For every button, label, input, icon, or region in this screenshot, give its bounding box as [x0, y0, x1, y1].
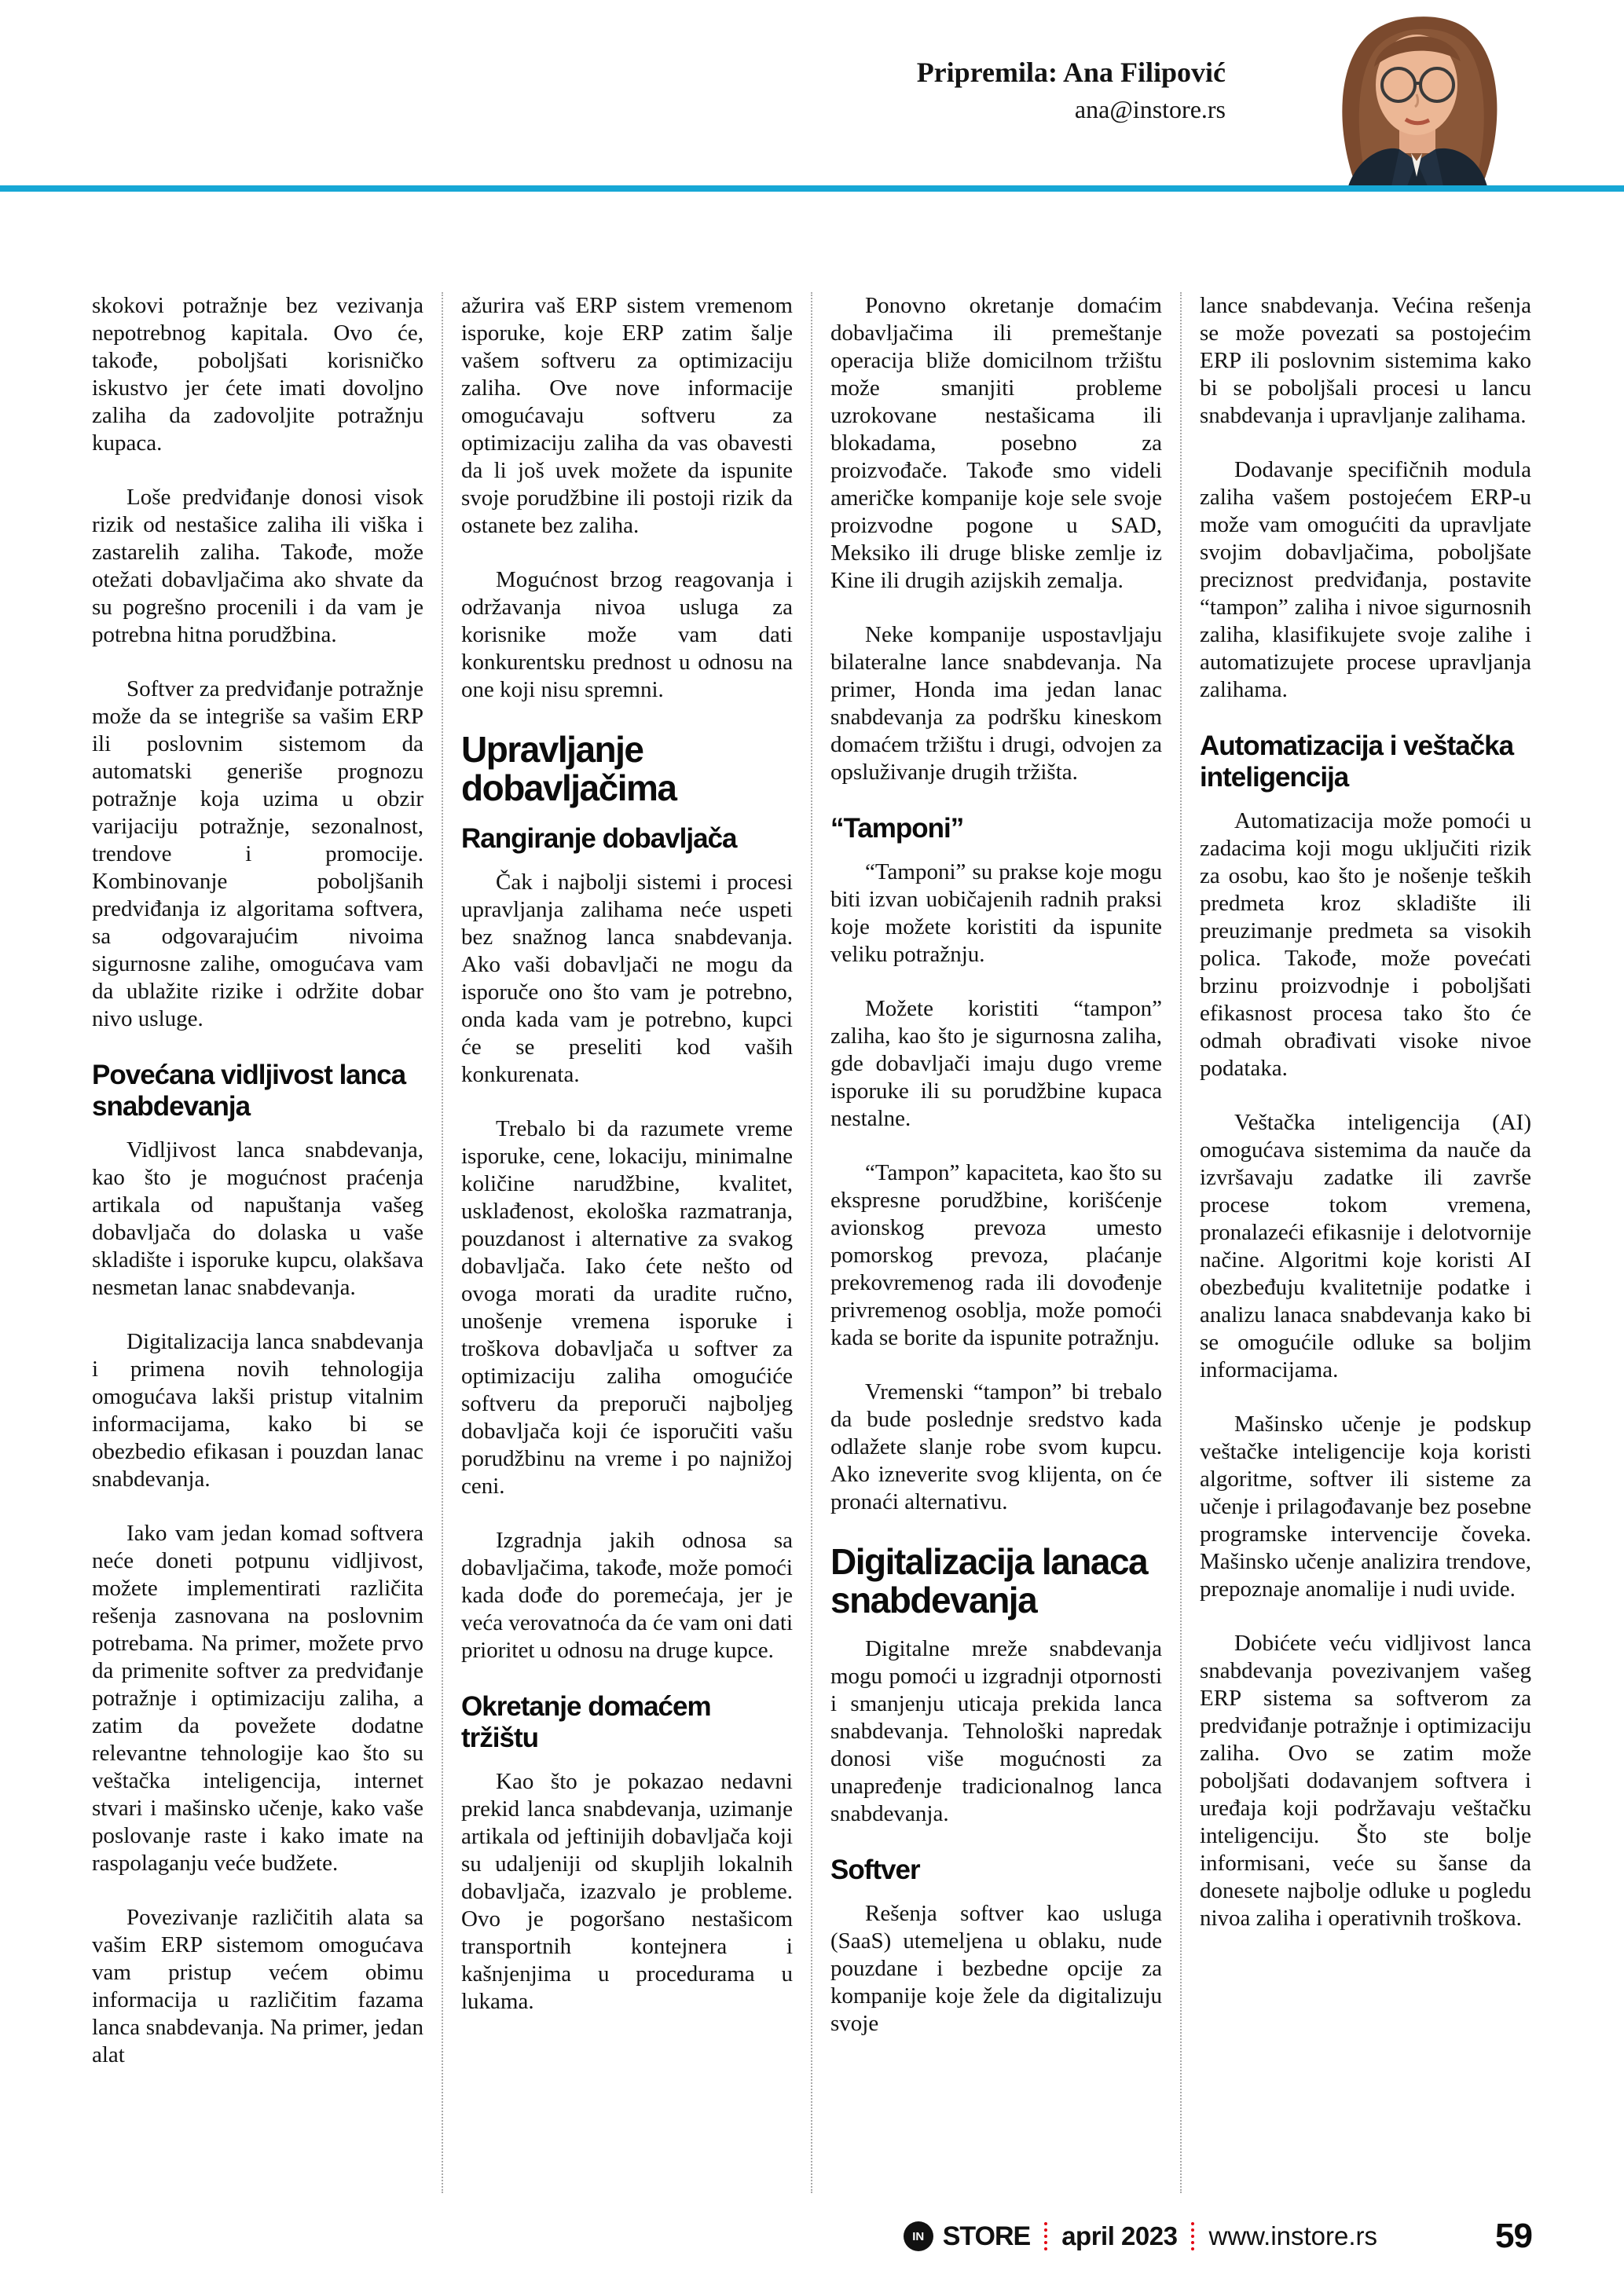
paragraph: Digitalne mreže snabdevanja mogu pomoći u izgradnji otpornosti i smanjenju uticaja prekida lanca snabdevanja. Tehnološki napredak donosi više mogućnosti za unapređenje tradicionalnog lanca snabdevanja.	[830, 1636, 1162, 1826]
paragraph: Iako vam jedan komad softvera neće doneti potpunu vidljivost, možete implementirati različita rešenja zasnovana na poslovnim potrebama. Na primer, možete prvo da primenite softver za predviđanje potražnje i optimizaciju zaliha, a zatim da povežete dodatne relevantne tehnologije kao što su veštačka inteligencija, internet stvari i mašinsko učenje, kako vaše poslovanje raste i kako imate na raspolaganju veće budžete.	[92, 1521, 423, 1876]
paragraph: Povezivanje različitih alata sa vašim ERP sistemom omogućava vam pristup većem obimu informacija u različitim fazama lanca snabdevanja. Na primer, jedan alat	[92, 1905, 423, 2067]
paragraph: Dobićete veću vidljivost lanca snabdevanja povezivanjem vašeg ERP sistema sa softverom za predviđanje potražnje i optimizaciju zaliha. Ovo se zatim može poboljšati dodavanjem softvera i uređaja koji podržavaju veštačku inteligenciju. Što ste bolje informisani, veće su šanse da donesete najbolje odluke u pogledu nivoa zaliha i operativnih troškova.	[1200, 1631, 1531, 1931]
page-footer	[904, 2217, 1532, 2256]
section-heading: Automatizacija i veštačka inteligencija	[1200, 731, 1514, 793]
section-heading: Rangiranje dobavljača	[461, 823, 737, 854]
paragraph: ažurira vaš ERP sistem vremenom isporuke, koje ERP zatim šalje vašem softveru za optimizaciju zaliha. Ove nove informacije omogućavaju softveru za optimizaciju zaliha da vas obavesti da li još uvek možete da ispunite svoje porudžbine ili postoji rizik da ostanete bez zaliha.	[461, 293, 793, 538]
section-heading: Povećana vidljivost lanca snabdevanja	[92, 1060, 406, 1122]
author-photo-image	[1281, 0, 1547, 186]
instore-logo-icon: IN	[904, 2221, 933, 2251]
section-heading: Okretanje domaćem tržištu	[461, 1691, 711, 1753]
footer-brand: STORE	[942, 2221, 1031, 2251]
footer-issue-date: april 2023	[1061, 2221, 1178, 2250]
section-heading: Upravljanje dobavljačima	[461, 729, 676, 808]
paragraph: Možete koristiti “tampon” zaliha, kao što je sigurnosna zaliha, gde dobavljači imaju dugo vreme isporuke ili su porudžbine kupaca nestalne.	[830, 996, 1162, 1131]
paragraph: Veštačka inteligencija (AI) omogućava sistemima da nauče da izvršavaju zadatke ili završe procese tokom vremena, pronalazeći efikasnije i delotvornije načine. Algoritmi koje koristi AI obezbeđuju kvalitetnije podatke i analizu lanaca snabdevanja kako bi se omogućile odluke sa boljim informacijama.	[1200, 1110, 1531, 1382]
teal-divider-rule	[0, 185, 1624, 192]
paragraph: Mogućnost brzog reagovanja i održavanja nivoa usluga za korisnike može vam dati konkurentsku prednost u odnosu na one koji nisu spremni.	[461, 567, 793, 702]
article-columns	[92, 292, 1532, 2193]
section-heading: Digitalizacija lanaca snabdevanja	[830, 1541, 1148, 1620]
section-heading: “Tamponi”	[830, 813, 964, 844]
paragraph: lance snabdevanja. Većina rešenja se može povezati sa postojećim ERP ili poslovnim sistemima kako bi se poboljšali procesi u lancu snabdevanja i upravljanje zalihama.	[1200, 293, 1531, 428]
paragraph: Dodavanje specifičnih modula zaliha vašem postojećem ERP-u može vam omogućiti da upravljate svojim dobavljačima, poboljšate preciznost predviđanja, postavite “tampon” zaliha i nivoe sigurnosnih zaliha, klasifikujete svoje zalihe i automatizujete procese upravljanja zalihama.	[1200, 457, 1531, 702]
footer-separator-icon	[1044, 2222, 1047, 2250]
text-column-1	[92, 292, 423, 2193]
paragraph: Digitalizacija lanca snabdevanja i primena novih tehnologija omogućava lakši pristup vitalnim informacijama, kako bi se obezbedio efikasan i pouzdan lanac snabdevanja.	[92, 1329, 423, 1492]
paragraph: Ponovno okretanje domaćim dobavljačima ili premeštanje operacija bliže domicilnom tržištu može smanjiti probleme uzrokovane nestašicama ili blokadama, posebno za proizvođače. Takođe smo videli američke kompanije koje sele svoje proizvodne pogone u SAD, Meksiko ili druge bliske zemlje iz Kine ili drugih azijskih zemalja.	[830, 293, 1162, 593]
paragraph: Trebalo bi da razumete vreme isporuke, cene, lokaciju, minimalne količine narudžbine, kvalitet, usklađenost, ekološka razmatranja, pouzdanost i alternative za svakog dobavljača. Iako ćete nešto od ovoga morati da uradite ručno, unošenje vremena isporuke i troškova dobavljača u softver za optimizaciju zaliha omogućiće softveru da preporuči najboljeg dobavljača koji će isporučiti vašu porudžbinu na vreme i po najnižoj ceni.	[461, 1116, 793, 1499]
paragraph: Automatizacija može pomoći u zadacima koji mogu uključiti rizik za osobu, kao što je nošenje teških predmeta kroz skladište ili preuzimanje predmeta sa visokih polica. Takođe, može povećati brzinu proizvodnje i poboljšati efikasnost procesa tako što će odmah obrađivati visoke nivoe podataka.	[1200, 808, 1531, 1081]
paragraph: Rešenja softver kao usluga (SaaS) utemeljena u oblaku, nude pouzdane i bezbedne opcije za kompanije koje žele da digitalizuju svoje	[830, 1901, 1162, 2036]
paragraph: Loše predviđanje donosi visok rizik od nestašice zaliha ili viška i zastarelih zaliha. Takođe, može otežati dobavljačima ako shvate da su pogrešno procenili i da vam je potrebna hitna porudžbina.	[92, 485, 423, 647]
section-heading: Softver	[830, 1855, 920, 1885]
paragraph: Čak i najbolji sistemi i procesi upravljanja zalihama neće uspeti bez snažnog lanca snabdevanja. Ako vaši dobavljači ne mogu da isporuče ono što vam je potrebno, onda kada vam je potrebno, kupci će se preseliti kod vaših konkurenata.	[461, 870, 793, 1087]
paragraph: Vremenski “tampon” bi trebalo da bude poslednje sredstvo kada odlažete slanje robe svom kupcu. Ako izneverite svog klijenta, on će pronaći alternativu.	[830, 1379, 1162, 1514]
paragraph: “Tampon” kapaciteta, kao što su ekspresne porudžbine, korišćenje avionskog prevoza umesto pomorskog prevoza, plaćanje prekovremenog rada ili dovođenje privremenog osoblja, može pomoći kada se borite da ispunite potražnju.	[830, 1160, 1162, 1350]
paragraph: skokovi potražnje bez vezivanja nepotrebnog kapitala. Ovo će, takođe, poboljšati korisničko iskustvo jer ćete imati dovoljno zaliha da zadovoljite potražnju kupaca.	[92, 293, 423, 456]
paragraph: Kao što je pokazao nedavni prekid lanca snabdevanja, uzimanje artikala od jeftinijih dobavljača koji su udaljeniji od skupljih lokalnih dobavljača, izazvalo je probleme. Ovo je pogoršano nestašicom transportnih kontejnera i kašnjenjima u procedurama u lukama.	[461, 1769, 793, 2014]
page-number: 59	[1495, 2217, 1532, 2255]
paragraph: Mašinsko učenje je podskup veštačke inteligencije koja koristi algoritme, softver ili sisteme za učenje i prilagođavanje bez posebne programske intervencije čoveka. Mašinsko učenje analizira trendove, prepoznaje anomalije i nudi uvide.	[1200, 1412, 1531, 1602]
byline-author: Pripremila: Ana Filipović	[916, 57, 1226, 88]
footer-separator-icon	[1191, 2222, 1194, 2250]
paragraph: Neke kompanije uspostavljaju bilateralne lance snabdevanja. Na primer, Honda ima jedan lanac snabdevanja za podršku kineskom domaćem tržištu i drugi, odvojen za opsluživanje drugih tržišta.	[830, 622, 1162, 785]
footer-website-link[interactable]: www.instore.rs	[1208, 2221, 1378, 2250]
author-photo	[1281, 0, 1547, 186]
paragraph: “Tamponi” su prakse koje mogu biti izvan uobičajenih radnih praksi koje možete koristiti da ispunite veliku potražnju.	[830, 859, 1162, 967]
paragraph: Izgradnja jakih odnosa sa dobavljačima, takođe, može pomoći kada dođe do poremećaja, jer je veća verovatnoća da će vam oni dati prioritet u odnosu na druge kupce.	[461, 1528, 793, 1663]
text-column-4	[1180, 292, 1531, 2193]
text-column-2	[442, 292, 793, 2193]
paragraph: Vidljivost lanca snabdevanja, kao što je mogućnost praćenja artikala od napuštanja vašeg dobavljača do dolaska u vaše skladište i isporuke kupcu, olakšava nesmetan lanac snabdevanja.	[92, 1137, 423, 1300]
byline	[917, 55, 1226, 125]
text-column-3	[811, 292, 1162, 2193]
byline-email: ana@instore.rs	[1074, 95, 1226, 123]
paragraph: Softver za predviđanje potražnje može da se integriše sa vašim ERP ili poslovnim sistemom da automatski generiše prognozu potražnje koja uzima u obzir varijaciju potražnje, sezonalnost, trendove i promocije. Kombinovanje poboljšanih predviđanja iz algoritama softvera, sa odgovarajućim nivoima sigurnosne zalihe, omogućava vam da ublažite rizike i održite dobar nivo usluge.	[92, 676, 423, 1031]
